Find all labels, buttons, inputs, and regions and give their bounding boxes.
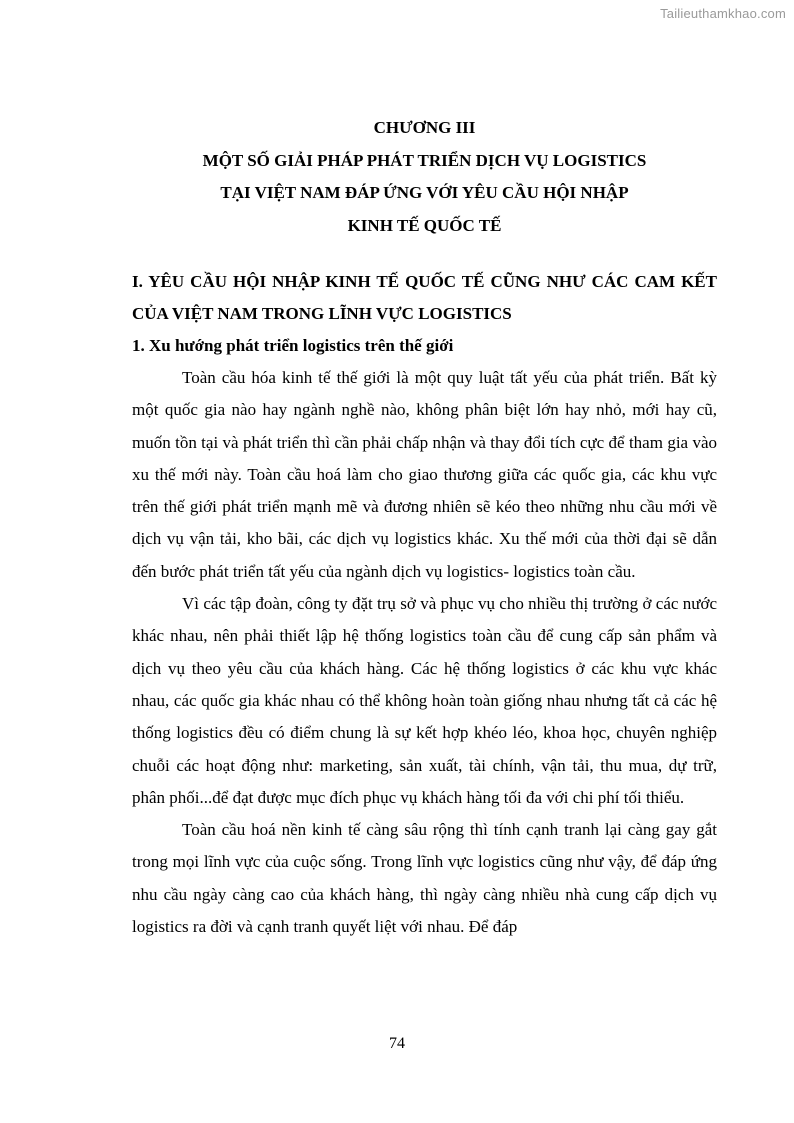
- chapter-title-line-2: TẠI VIỆT NAM ĐÁP ỨNG VỚI YÊU CẦU HỘI NHẬP: [220, 183, 629, 202]
- body-paragraph-3: Toàn cầu hoá nền kinh tế càng sâu rộng thì tính cạnh tranh lại càng gay gắt trong mọi lĩnh vực của cuộc sống. Trong lĩnh vực logistics cũng như vậy, để đáp ứng nhu cầu ngày càng cao của khách hàng, thì ngày càng nhiều nhà cung cấp dịch vụ logistics ra đời và cạnh tranh quyết liệt với nhau. Để đáp: [132, 820, 717, 937]
- subsection-heading: 1. Xu hướng phát triển logistics trên thế giới: [132, 336, 454, 355]
- document-page: [132, 112, 717, 943]
- body-paragraph-1: Toàn cầu hóa kinh tế thế giới là một quy luật tất yếu của phát triển. Bất kỳ một quốc gia nào hay ngành nghề nào, không phân biệt lớn hay nhỏ, mới hay cũ, muốn tồn tại và phát triển thì cần phải chấp nhận và thay đổi tích cực để tham gia vào xu thế mới này. Toàn cầu hoá làm cho giao thương giữa các quốc gia, các khu vực trên thế giới phát triển mạnh mẽ và đương nhiên sẽ kéo theo những nhu cầu mới về dịch vụ vận tải, kho bãi, các dịch vụ logistics khác. Xu thế mới của thời đại sẽ dẫn đến bước phát triển tất yếu của ngành dịch vụ logistics- logistics toàn cầu.: [132, 368, 717, 581]
- page-number: 74: [389, 1035, 405, 1052]
- chapter-title-line-1: MỘT SỐ GIẢI PHÁP PHÁT TRIỂN DỊCH VỤ LOGISTICS: [202, 150, 647, 170]
- section-heading: I. YÊU CẦU HỘI NHẬP KINH TẾ QUỐC TẾ CŨNG NHƯ CÁC CAM KẾT CỦA VIỆT NAM TRONG LĨNH VỰC LOGISTICS: [132, 272, 717, 323]
- chapter-title-line-3: KINH TẾ QUỐC TẾ: [347, 215, 502, 235]
- watermark-text: Tailieuthamkhao.com: [660, 6, 786, 21]
- chapter-label: CHƯƠNG III: [373, 118, 476, 137]
- body-paragraph-2: Vì các tập đoàn, công ty đặt trụ sở và phục vụ cho nhiều thị trường ở các nước khác nhau, nên phải thiết lập hệ thống logistics toàn cầu để cung cấp sản phẩm và dịch vụ theo yêu cầu của khách hàng. Các hệ thống logistics ở các khu vực khác nhau, các quốc gia khác nhau có thể không hoàn toàn giống nhau nhưng tất cả các hệ thống logistics đều có điểm chung là sự kết hợp khéo léo, khoa học, chuyên nghiệp chuỗi các hoạt động như: marketing, sản xuất, tài chính, vận tải, thu mua, dự trữ, phân phối...để đạt được mục đích phục vụ khách hàng tối đa với chi phí tối thiểu.: [132, 594, 717, 807]
